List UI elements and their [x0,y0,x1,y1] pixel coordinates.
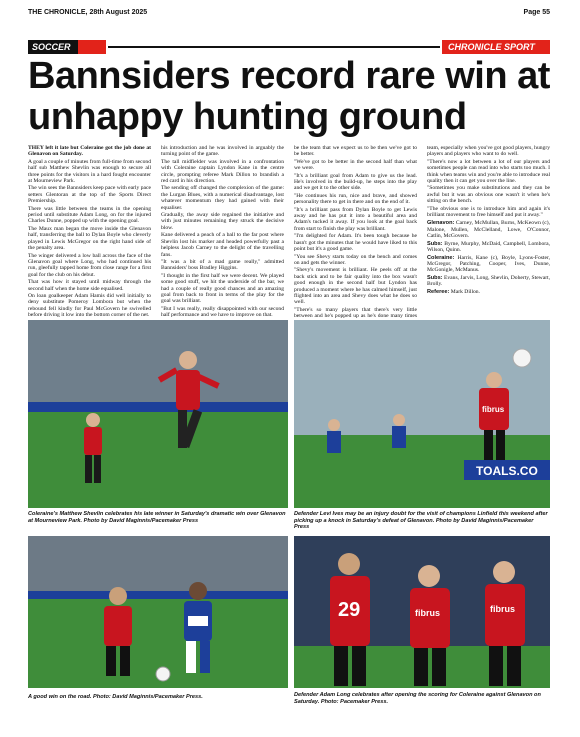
article-paragraph: "I thought in the first half we were decent. We played some good stuff, we hit the underside of the bar, we had a couple of really good chances and an amazing goal from back to front in terms of the play for the goal was brilliant. [161,272,284,305]
paper-date: THE CHRONICLE, 28th August 2025 [28,9,148,16]
shirt-number: 29 [338,599,361,621]
article-paragraph: "But I was really, really disappointed with our second half performance and we have to improve on that. [161,305,284,319]
article-paragraph: The winger delivered a low ball across the face of the Glenavon goal where Long, who had continued his run, gleefully tapped home from close range for a first goal for the club on his debut. [28,252,151,278]
article-paragraph: There was little between the teams in the opening period until substitute Adam Long, on for the injured Charles Dunne, popped up with the opening goal. [28,205,151,225]
page-header [28,7,550,21]
article-paragraph: "He continues his run, nice and brave, and showed personality there to get in there and on the end of it. [294,192,417,206]
lineup-entry [427,255,550,274]
article-paragraph: "It's a brilliant goal from Adam to give us the lead. He's involved in the build-up, he steps into the play and we get it to the other side. [294,172,417,192]
article-paragraph: The Maux man began the move inside the Glenavon half, transferring the ball to Dylan Boyle who cleverly played in Lewis McGregor on the right hand side of the penalty area. [28,225,151,252]
section-tag-soccer: SOCCER [28,40,78,54]
article-column-4 [427,145,550,296]
section-rule [108,46,440,48]
article-column-3 [294,145,417,334]
article-column-2 [161,145,284,333]
article-paragraph: "There's now a lot between a lot of our players and sometimes people can read into who starts too much. I think when teams win and you're able to introduce real quality then it can get you over the line. [427,158,550,185]
article-paragraph: Kane delivered a peach of a ball to the far post where Shevlin lost his marker and headed powerfully past a helpless Jacob Carney to the delight of the travelling fans. [161,232,284,258]
photo-shevlin-celebration [28,320,288,508]
lineup-names: Carney, McMullan, Burns, McKeown (c), Malone, Mullen, McClelland, Lowe, O'Connor, Catlin, McGovern. [427,220,550,240]
article-paragraph: "The obvious one is to introduce him and again it's brilliant movement to free himself and put it away." [427,205,550,219]
team-lineups [427,220,550,294]
article-paragraph: "It's a brilliant pass from Dylan Boyle to get Lewis away and he has put it into a beautiful area and Adam's tucked it away. If you look at the goal back from start to finish the play was brilliant. [294,206,417,232]
section-bar [28,40,550,54]
section-tag-chronicle-sport: CHRONICLE SPORT [442,40,550,54]
article-paragraph: "I'm delighted for Adam. It's been tough because he hasn't got the minutes that he would have liked to this point but it's a good game. [294,233,417,253]
sponsor-text-3: fibrus [490,604,516,614]
article-paragraph: Gradually, the away side regained the initiative and with just minutes remaining they struck the decisive blow. [161,212,284,231]
lineup-names: Harris, Kane (c), Boyle, Lyons-Foster, McGregor, Patching, Cooper, Ives, Dunne, McGonigle, McManus. [427,254,550,274]
lineup-names: Byrne, Murphy, McDaid, Campbell, Lombora, Wilson, Quinn. [427,240,550,254]
article-paragraph: The win sees the Bannsiders keep pace with early pace setters Glentoran at the top of the Sports Direct Premiership. [28,185,151,205]
caption-photo-3: A good win on the road. Photo: David Maginnis/Pacemaker Press. [28,694,203,700]
article-paragraph: The tall midfielder was involved in a confrontation with Coleraine captain Lyndon Kane in the centre circle, prompting referee Mark Dillon to brandish a red card in his direction. [161,158,284,185]
caption-photo-2: Defender Levi Ives may be an injury doubt for the visit of champions Linfield this weekend after picking up a knock in Saturday's defeat of Glenavon. Photo by David Maginnis/Pacemaker Press [294,511,548,531]
article-paragraph: "There's so many players that there's very little between and he's popped up as he's done many times [294,306,417,320]
caption-photo-4: Defender Adam Long celebrates after opening the scoring for Coleraine against Glenavon on Saturday. Photo: Pacemaker Press. [294,692,541,705]
lineup-entry [427,275,550,288]
lineup-label: Glenavon: [427,220,455,227]
article-paragraph: "You see Shevy starts today on the bench and comes on and gets the winner. [294,253,417,266]
lineup-names: Mark Dillon. [450,288,481,295]
section-tag-accent [78,40,106,54]
lineup-label: Coleraine: [427,254,455,261]
lineup-label: Subs: [427,240,443,247]
article-paragraph: A goal a couple of minutes from full-time from second half sub Matthew Shevlin was enough to secure all three points for the visitors in a hard fought encounter at Mourneview Park. [28,158,151,185]
article-column-1 [28,145,151,327]
article-paragraph: be the team that we expect us to be then we've got to be better. [294,145,417,158]
article-paragraph: his introduction and he was involved in arguably the turning point of the game. [161,145,284,158]
article-paragraph: THEY left it late but Coleraine got the job done at Glenavon on Saturday. [28,145,151,158]
ad-board-text: TOALS.CO [476,464,538,478]
photo-ives-header [294,320,550,508]
article-paragraph: That was how it stayed until midway through the second half when the home side equalised. [28,279,151,292]
lineup-entry [427,241,550,254]
lineup-names: Evans, Jarvis, Long, Shevlin, Doherty, Stewart, Brolly. [427,274,551,288]
article-paragraph: "It was a bit of a mad game really," admitted Bannsiders' boss Bradley Higgins. [161,258,284,272]
page-number: Page 55 [523,9,550,16]
article-body [28,145,551,320]
article-paragraph: On loan goalkeeper Adam Hamis did well initially to deny substitute Pomeroy Lombora but when the rebound fell kindly for Paul McGovern he swivelled before driving it low into the bottom corner of the net. [28,292,151,319]
article-paragraph: team, especially when you've got good players, hungry players and players who want to do well. [427,145,550,158]
article-paragraph: "Shevy's movement is brilliant. He peels off at the back stick and to be fair quality into the box wasn't good enough in the second half but Lyndon has produced a moment where he has calmed himself, just flighted into an area and Shevy does what he does so well. [294,267,417,306]
article-paragraph: "We've got to be better in the second half than what we were. [294,158,417,172]
sponsor-text-2: fibrus [415,608,441,618]
sponsor-text: fibrus [482,405,505,414]
lineup-entry [427,220,550,239]
headline: Bannsiders record rare win at unhappy hunting ground [28,55,550,138]
article-paragraph: The sending off changed the complexion of the game: the Lurgan Blues, with a numerical disadvantage, lost whatever momentum they had gained with their equaliser. [161,185,284,211]
article-paragraph: "Sometimes you make substitutions and they can be awful but it was an obvious one wasn't it when he's sitting on the bench. [427,185,550,205]
lineup-label: Referee: [427,288,450,295]
caption-photo-1: Coleraine's Matthew Shevlin celebrates his late winner in Saturday's dramatic win over Glenavon at Mourneview Park. Photo by David Maginnis/Pacemaker Press [28,511,286,524]
photo-long-celebration [294,536,550,688]
lineup-label: Subs: [427,274,443,281]
lineup-entry [427,289,550,295]
photo-good-win [28,536,288,688]
